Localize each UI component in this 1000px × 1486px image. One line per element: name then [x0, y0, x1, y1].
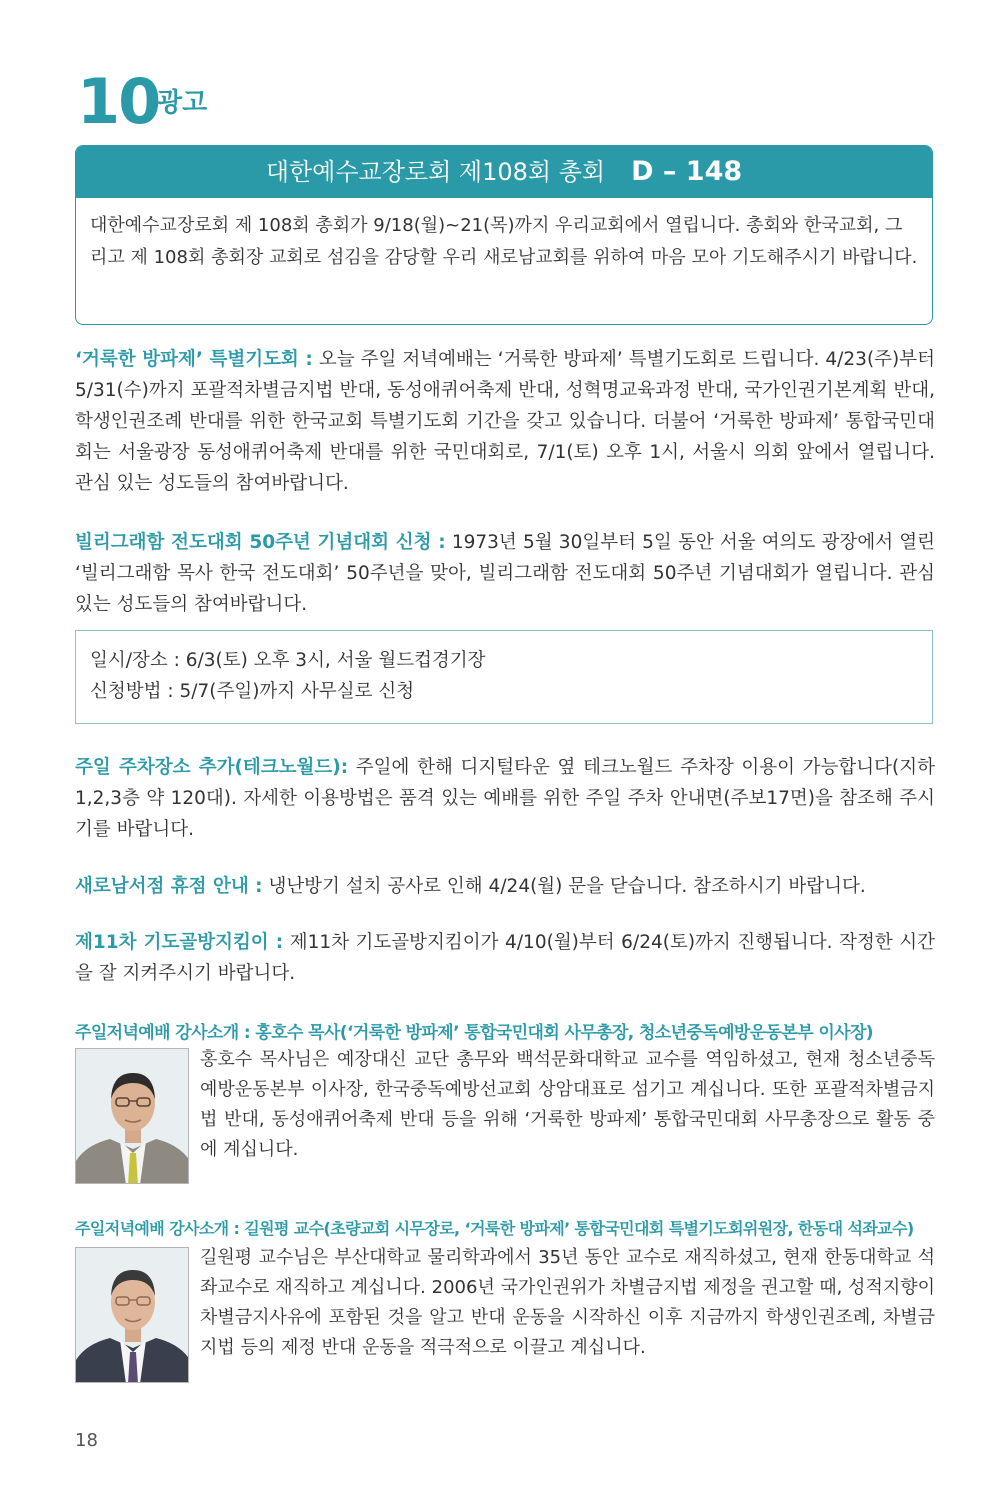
notice-bookstore [75, 871, 935, 902]
notice-billy-graham [75, 527, 935, 620]
portrait-icon [76, 1248, 189, 1383]
notice-label: 제11차 기도골방지킴이 : [75, 932, 284, 953]
banner-title: 대한예수교장로회 제108회 총회 [265, 158, 606, 186]
banner-header [76, 146, 932, 198]
notice-prayer-meeting [75, 344, 935, 499]
notice-prayer-room [75, 927, 935, 989]
dday-countdown: D – 148 [631, 156, 743, 187]
notice-label: ‘거룩한 방파제’ 특별기도회 : [75, 349, 313, 370]
speaker-photo [75, 1048, 189, 1184]
speaker-photo [75, 1247, 189, 1383]
section-title: 광고 [157, 88, 208, 118]
event-info-box [75, 630, 933, 724]
speaker-title: 주일저녁예배 강사소개 : 홍호수 목사(‘거룩한 방파제’ 통합국민대회 사무총장, 청소년중독예방운동본부 이사장) [75, 1023, 873, 1043]
notice-text: 냉난방기 설치 공사로 인해 4/24(월) 문을 닫습니다. 참조하시기 바랍니다. [262, 876, 866, 897]
notice-parking [75, 752, 935, 845]
notice-label: 주일 주차장소 추가(테크노월드): [75, 757, 349, 778]
event-date-place: 일시/장소 : 6/3(토) 오후 3시, 서울 월드컵경기장 [90, 650, 486, 671]
speaker-bio: 길원평 교수님은 부산대학교 물리학과에서 35년 동안 교수로 재직하셨고, 현재 한동대학교 석좌교수로 재직하고 계십니다. 2006년 국가인권위가 차별금지법 제정을 권고할 때, 성적지향이 차별금지사유에 포함된 것을 알고 반대 운동을 시작하신 이후 지금까지 학생인권조례, 차별금지법 등의 제정 반대 운동을 적극적으로 이끌고 계십니다. [200, 1247, 935, 1358]
notice-text: 주일에 한해 디지털타운 옆 테크노월드 주차장 이용이 가능합니다(지하1,2,3층 약 120대). 자세한 이용방법은 품격 있는 예배를 위한 주일 주차 안내면(주보17면)을 참조해 주시기를 바랍니다. [75, 757, 935, 840]
notice-text: 오늘 주일 저녁예배는 ‘거룩한 방파제’ 특별기도회로 드립니다. 4/23(주)부터 5/31(수)까지 포괄적차별금지법 반대, 동성애퀴어축제 반대, 성혁명교육과정 반대, 국가인권기본계획 반대, 학생인권조례 반대를 위한 한국교회 특별기도회 기간을 갖고 있습니다. 더불어 ‘거룩한 방파제’ 통합국민대회는 서울광장 동성애퀴어축제 반대를 위한 국민대회로, 7/1(토) 오후 1시, 서울시 의회 앞에서 열립니다. 관심 있는 성도들의 참여바랍니다. [75, 349, 936, 494]
section-number: 10 [77, 65, 160, 138]
portrait-icon [76, 1049, 189, 1184]
event-registration: 신청방법 : 5/7(주일)까지 사무실로 신청 [90, 681, 415, 702]
general-assembly-banner [75, 145, 933, 325]
banner-body: 대한예수교장로회 제 108회 총회가 9/18(월)~21(목)까지 우리교회에서 열립니다. 총회와 한국교회, 그리고 제 108회 총회장 교회로 섬김을 감당할 우리 새로남교회를 위하여 마음 모아 기도해주시기 바랍니다. [90, 215, 918, 268]
notice-text: 제11차 기도골방지킴이가 4/10(월)부터 6/24(토)까지 진행됩니다. 작정한 시간을 잘 지켜주시기 바랍니다. [75, 932, 935, 984]
notice-label: 빌리그래함 전도대회 50주년 기념대회 신청 : [75, 532, 446, 553]
notice-text: 1973년 5월 30일부터 5일 동안 서울 여의도 광장에서 열린 ‘빌리그래함 목사 한국 전도대회’ 50주년을 맞아, 빌리그래함 전도대회 50주년 기념대회가 열립니다. 관심 있는 성도들의 참여바랍니다. [75, 532, 935, 615]
notice-label: 새로남서점 휴점 안내 : [75, 876, 263, 897]
speaker-bio: 홍호수 목사님은 예장대신 교단 총무와 백석문화대학교 교수를 역임하셨고, 현재 청소년중독예방운동본부 이사장, 한국중독예방선교회 상암대표로 섬기고 계십니다. 또한 포괄적차별금지법 반대, 동성애퀴어축제 반대 등을 위해 ‘거룩한 방파제’ 통합국민대회 사무총장으로 활동 중에 계십니다. [200, 1049, 935, 1160]
speaker-title: 주일저녁예배 강사소개 : 길원평 교수(초량교회 시무장로, ‘거룩한 방파제’ 통합국민대회 특별기도회위원장, 한동대 석좌교수) [75, 1219, 914, 1238]
page-number: 18 [75, 1430, 98, 1451]
